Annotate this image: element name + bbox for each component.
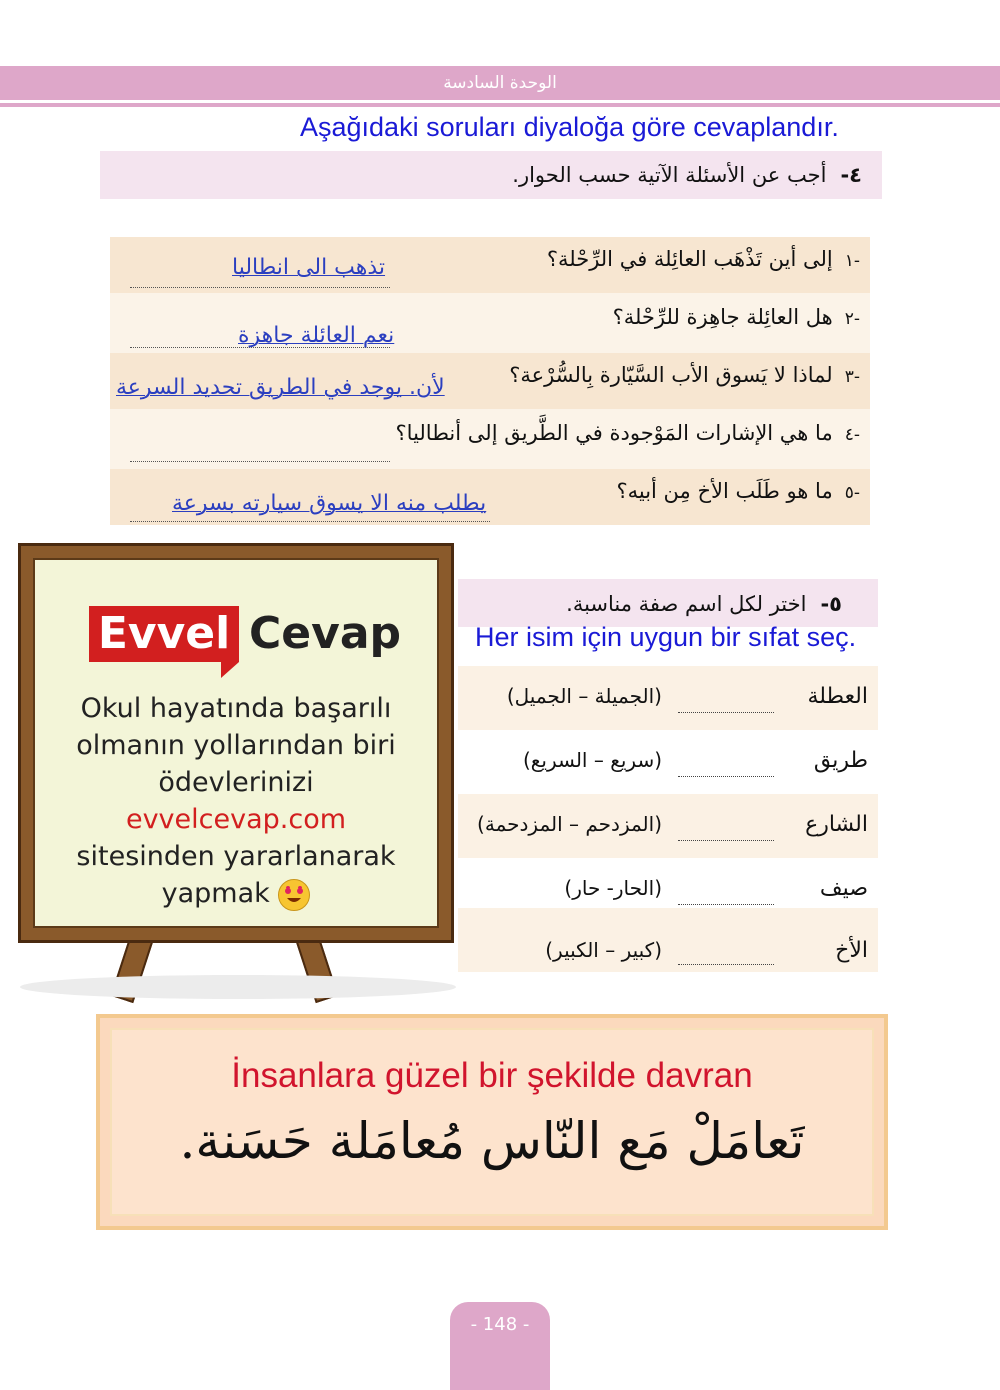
blank-5 [678, 964, 774, 965]
question-2: -٢هل العائِلة جاهِزة للرِّحْلة؟ [612, 305, 860, 329]
blank-2 [678, 776, 774, 777]
exercise5-header [458, 579, 878, 627]
logo-cevap: Cevap [249, 608, 402, 659]
exercise5-title: اختر لكل اسم صفة مناسبة. [566, 592, 807, 616]
noun-1: العطلة [807, 684, 868, 709]
adjective-row-5 [458, 908, 878, 972]
options-1: (الجميلة – الجميل) [506, 684, 662, 708]
ad-board-surface [33, 558, 439, 928]
options-4: (الحار- حار) [564, 876, 662, 900]
proverb-arabic: تَعامَلْ مَع النّاس مُعامَلة حَسَنة. [179, 1112, 805, 1170]
exercise5-instruction-tr: Her isim için uygun bir sıfat seç. [475, 622, 857, 652]
adjective-row-1 [458, 666, 878, 730]
adjective-row-2 [458, 730, 878, 794]
ad-line-1: Okul hayatında başarılı [80, 693, 392, 724]
qa-row-4 [110, 411, 870, 467]
noun-5: الأخ [835, 938, 868, 963]
answer-line-4 [130, 461, 390, 462]
unit-title-bar [0, 66, 1000, 103]
easel-shadow [20, 975, 456, 999]
options-3: (المزدحم – المزدحمة) [477, 812, 662, 836]
ad-line-6: yapmak [161, 878, 270, 909]
ad-site-link[interactable]: evvelcevap.com [125, 804, 347, 835]
options-5: (كبير – الكبير) [545, 938, 662, 962]
answer-line-5 [130, 521, 490, 522]
logo-speech-tail [221, 662, 239, 678]
question-1: -١إلى أين تَذْهَب العائِلة في الرِّحْلة؟ [546, 247, 860, 271]
qa-list [110, 237, 870, 525]
answer-line-1 [130, 287, 390, 288]
options-2: (سريع – السريع) [522, 748, 662, 772]
ad-line-3: ödevlerinizi [158, 767, 314, 798]
ad-board [18, 543, 454, 943]
exercise4-header [100, 151, 882, 199]
answer-1: تذهب الى انطاليا [232, 255, 386, 280]
blank-4 [678, 904, 774, 905]
logo-evvel: Evvel [89, 606, 239, 662]
answer-3: لأن. يوجد في الطريق تحديد السرعة [116, 375, 445, 400]
proverb-turkish: İnsanlara güzel bir şekilde davran [231, 1056, 753, 1095]
page-number-tab [450, 1302, 550, 1390]
ad-board-text [35, 690, 437, 912]
ad-line-6-wrap [35, 875, 437, 912]
adjective-row-3 [458, 794, 878, 858]
proverb-banner-inner [110, 1028, 874, 1216]
adjective-list [458, 652, 878, 972]
page-number: - 148 - [470, 1314, 530, 1335]
question-3: -٣لماذا لا يَسوق الأب السَّيّارة بِالسُّرْعة؟ [509, 363, 860, 387]
ad-line-5: sitesinden yararlanarak [76, 841, 396, 872]
exercise4-title: أجب عن الأسئلة الآتية حسب الحوار. [512, 163, 827, 187]
noun-4: صيف [819, 876, 868, 901]
answer-2: نعم العائلة جاهزة [238, 323, 395, 348]
proverb-banner [96, 1014, 888, 1230]
noun-3: الشارع [805, 812, 868, 837]
unit-title: الوحدة السادسة [443, 73, 557, 93]
qa-row-3 [110, 353, 870, 409]
ad-line-2: olmanın yollarından biri [76, 730, 396, 761]
blank-1 [678, 712, 774, 713]
answer-5: يطلب منه الا يسوق سيارته بسرعة [172, 491, 487, 516]
noun-2: طريق [813, 748, 868, 773]
exercise4-instruction-tr: Aşağıdaki soruları diyaloğa göre cevaplandır. [300, 112, 839, 142]
qa-row-1 [110, 237, 870, 293]
blank-3 [678, 840, 774, 841]
qa-row-2 [110, 295, 870, 351]
question-5: -٥ما هو طَلَب الأخ مِن أبيه؟ [616, 479, 860, 503]
exercise5-number: ٥- [820, 592, 842, 616]
heart-eyes-emoji-icon [278, 879, 310, 911]
question-4: -٤ما هي الإشارات المَوْجودة في الطَّريق إلى أنطاليا؟ [395, 421, 860, 445]
exercise4-number: ٤- [840, 163, 862, 187]
qa-row-5 [110, 469, 870, 525]
